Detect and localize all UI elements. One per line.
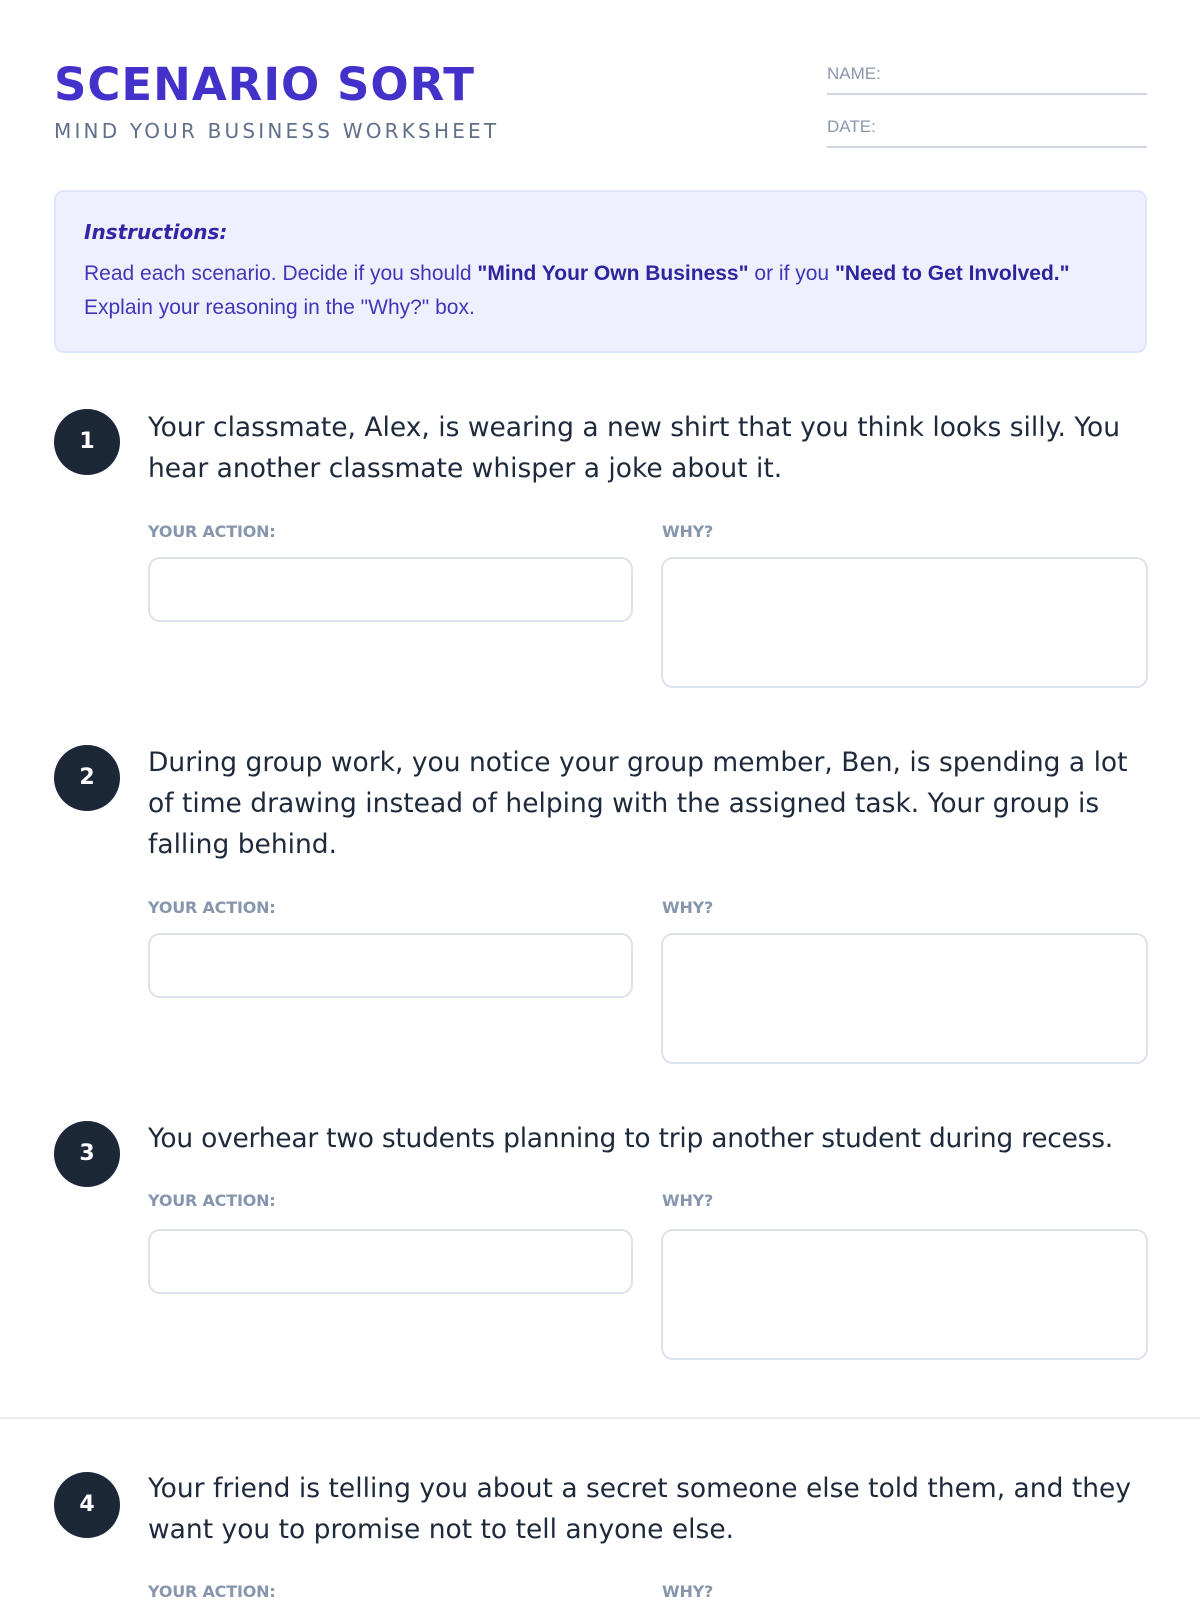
- instructions-option-involved: "Need to Get Involved.": [834, 262, 1070, 285]
- instructions-title: Instructions:: [84, 220, 228, 244]
- why-label: WHY?: [662, 522, 714, 541]
- instructions-text-3: Explain your reasoning in the "Why?" box.: [84, 296, 475, 319]
- action-label: YOUR ACTION:: [148, 898, 276, 917]
- date-label: DATE:: [827, 117, 876, 136]
- instructions-text-1: Read each scenario. Decide if you should: [84, 262, 478, 285]
- why-label: WHY?: [662, 898, 714, 917]
- instructions-text-2: or if you: [748, 262, 835, 285]
- scenario-number-badge: 1: [54, 409, 120, 475]
- scenario-number-badge: 4: [54, 1472, 120, 1538]
- scenario-text: Your friend is telling you about a secret someone else told them, and they want you to promise not to tell anyone else.: [148, 1473, 1131, 1545]
- scenario-number-badge: 2: [54, 745, 120, 811]
- action-label: YOUR ACTION:: [148, 1582, 276, 1600]
- page-subtitle: MIND YOUR BUSINESS WORKSHEET: [54, 119, 500, 143]
- action-input[interactable]: [148, 933, 633, 998]
- instructions-text: [84, 257, 1117, 325]
- page-title: SCENARIO SORT: [54, 58, 475, 111]
- action-label: YOUR ACTION:: [148, 1191, 276, 1210]
- name-label: NAME:: [827, 64, 881, 83]
- why-label: WHY?: [662, 1582, 714, 1600]
- scenario-number-badge: 3: [54, 1121, 120, 1187]
- action-label: YOUR ACTION:: [148, 522, 276, 541]
- scenario-text: During group work, you notice your group member, Ben, is spending a lot of time drawing instead of helping with the assigned task. Your group is falling behind.: [148, 747, 1128, 860]
- why-label: WHY?: [662, 1191, 714, 1210]
- worksheet-header: [54, 58, 499, 144]
- date-field[interactable]: [827, 113, 1147, 148]
- why-input[interactable]: [661, 1229, 1148, 1360]
- action-input[interactable]: [148, 557, 633, 622]
- scenario-text: You overhear two students planning to trip another student during recess.: [148, 1123, 1113, 1154]
- action-input[interactable]: [148, 1229, 633, 1294]
- why-input[interactable]: [661, 933, 1148, 1064]
- page-divider: [0, 1417, 1200, 1419]
- instructions-option-mind: "Mind Your Own Business": [477, 262, 749, 285]
- student-info: [827, 60, 1147, 148]
- why-input[interactable]: [661, 557, 1148, 688]
- scenario-text: Your classmate, Alex, is wearing a new shirt that you think looks silly. You hear another classmate whisper a joke about it.: [148, 412, 1121, 484]
- instructions-box: [54, 190, 1147, 353]
- name-field[interactable]: [827, 60, 1147, 95]
